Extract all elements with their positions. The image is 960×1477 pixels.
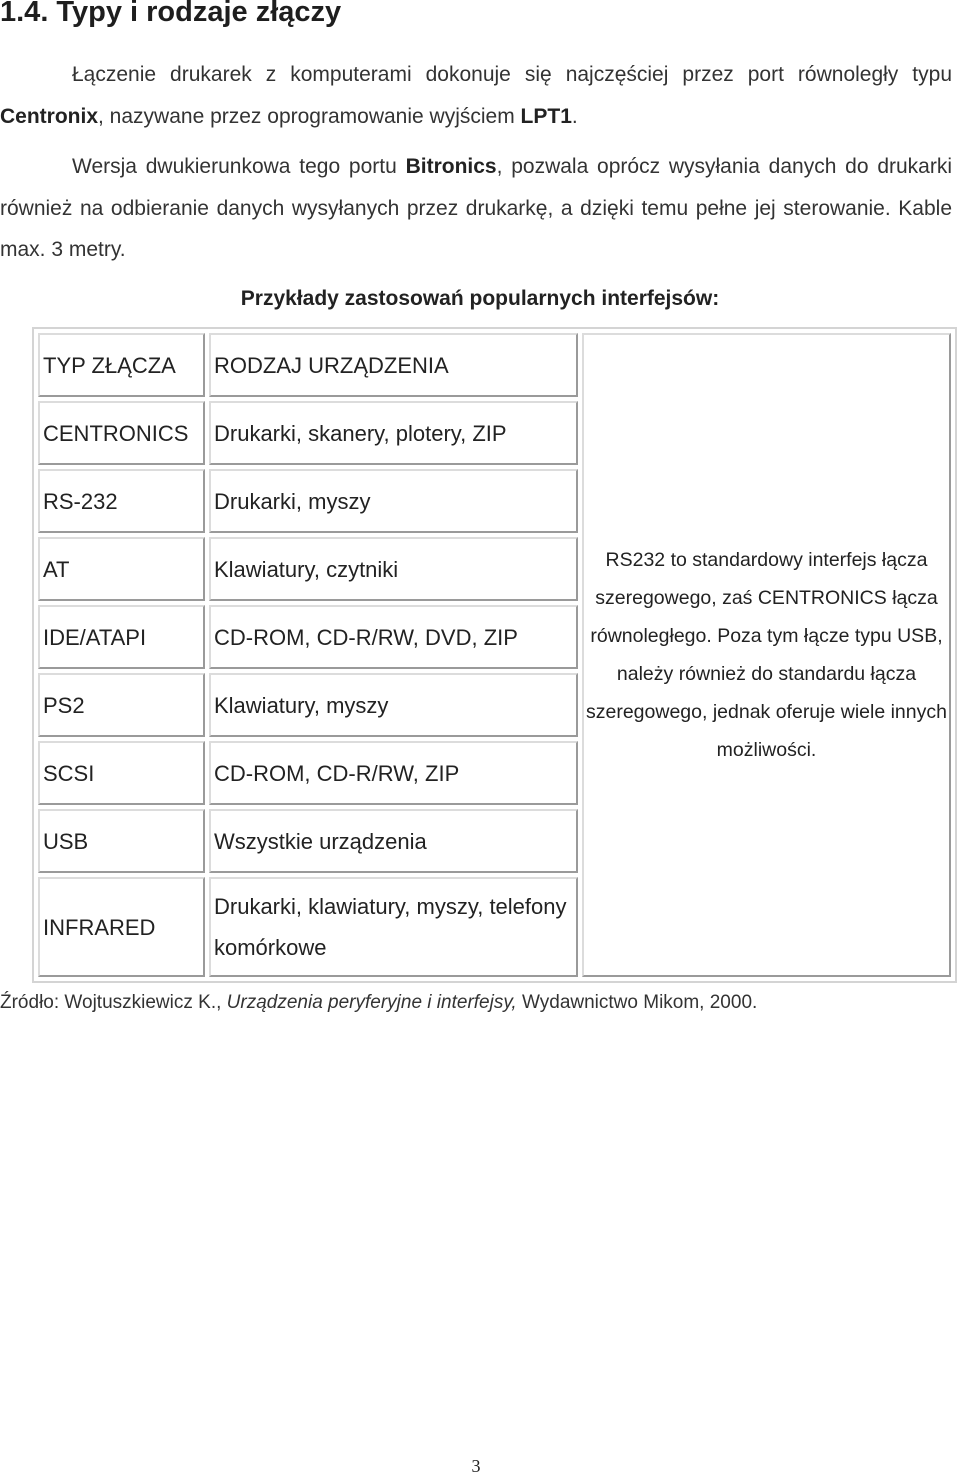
device-type-cell: CD-ROM, CD-R/RW, ZIP bbox=[209, 741, 578, 805]
device-type-cell: Drukarki, klawiatury, myszy, telefony komórkowe bbox=[209, 877, 578, 977]
connector-type-cell: USB bbox=[38, 809, 205, 873]
page-number: 3 bbox=[471, 1456, 481, 1476]
paragraph-text: , pozwala oprócz wysyłania danych do drukarki również na odbieranie danych wysyłanych przez drukarkę, a dzięki temu pełne jej sterowanie. Kable max. 3 metry. bbox=[0, 155, 953, 261]
device-type-cell: Klawiatury, myszy bbox=[209, 673, 578, 737]
device-type-cell: Wszystkie urządzenia bbox=[209, 809, 578, 873]
term-centronix: Centronix bbox=[0, 104, 99, 128]
paragraph-bitronics bbox=[0, 146, 952, 271]
table-note: RS232 to standardowy interfejs łącza szeregowego, zaś CENTRONICS łącza równoległego. Poza tym łącze typu USB, należy również do standardu łącza szeregowego, jednak oferuje wiele innych możliwości. bbox=[582, 333, 951, 977]
source-prefix: Źródło: Wojtuszkiewicz K., bbox=[0, 992, 227, 1013]
connector-type-cell: AT bbox=[38, 537, 205, 601]
connector-type-cell: IDE/ATAPI bbox=[38, 605, 205, 669]
paragraph-lpt bbox=[0, 54, 952, 137]
connector-type-cell: INFRARED bbox=[38, 877, 205, 977]
source-suffix: Wydawnictwo Mikom, 2000. bbox=[516, 992, 758, 1013]
connector-type-cell: PS2 bbox=[38, 673, 205, 737]
device-type-cell: Klawiatury, czytniki bbox=[209, 537, 578, 601]
table-caption: Przykłady zastosowań popularnych interfejsów: bbox=[240, 287, 720, 310]
device-type-cell: CD-ROM, CD-R/RW, DVD, ZIP bbox=[209, 605, 578, 669]
connector-type-cell: CENTRONICS bbox=[38, 401, 205, 465]
device-type-cell: Drukarki, skanery, plotery, ZIP bbox=[209, 401, 578, 465]
term-lpt1: LPT1 bbox=[520, 104, 572, 128]
paragraph-text: Wersja dwukierunkowa tego portu bbox=[72, 155, 406, 178]
source-citation bbox=[0, 992, 757, 1014]
paragraph-text: . bbox=[571, 104, 578, 128]
section-heading: 1.4. Typy i rodzaje złączy bbox=[0, 0, 342, 28]
device-type-cell: Drukarki, myszy bbox=[209, 469, 578, 533]
header-connector-type: TYP ZŁĄCZA bbox=[38, 333, 205, 397]
paragraph-text: Łączenie drukarek z komputerami dokonuje się najczęściej przez port równoległy typu bbox=[72, 63, 952, 86]
table-header-row bbox=[38, 333, 951, 397]
term-bitronics: Bitronics bbox=[405, 155, 497, 178]
paragraph-text: , nazywane przez oprogramowanie wyjściem bbox=[98, 104, 521, 128]
source-title: Urządzenia peryferyjne i interfejsy, bbox=[226, 992, 517, 1013]
connector-type-cell: SCSI bbox=[38, 741, 205, 805]
interfaces-table bbox=[32, 327, 957, 983]
header-device-type: RODZAJ URZĄDZENIA bbox=[209, 333, 578, 397]
connector-type-cell: RS-232 bbox=[38, 469, 205, 533]
